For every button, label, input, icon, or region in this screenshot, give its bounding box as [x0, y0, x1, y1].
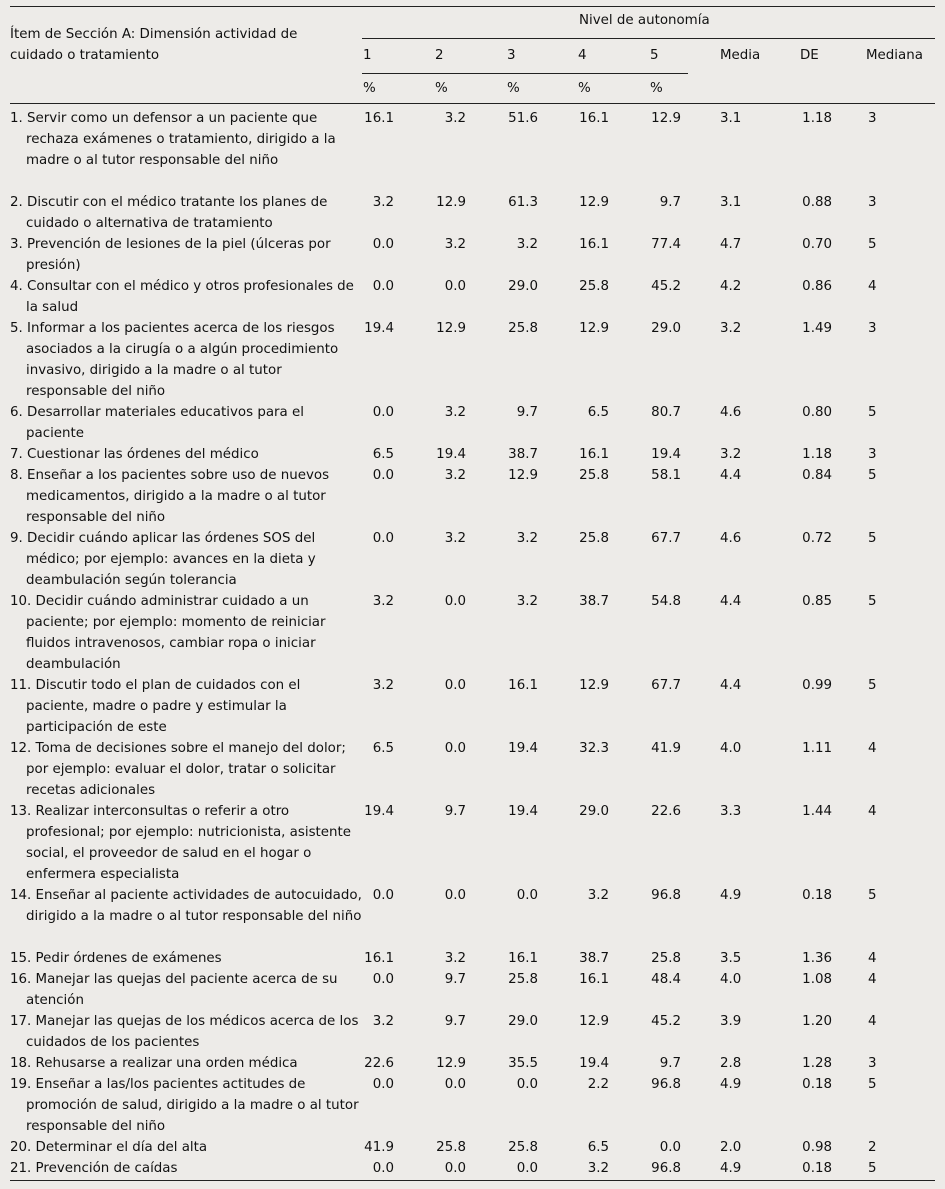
level-5-percent: 19.4 [651, 447, 681, 462]
media-value: 4.9 [720, 1161, 742, 1176]
de-value: 0.70 [802, 237, 832, 252]
item-text: 20. Determinar el día del alta [10, 1140, 208, 1155]
table-top-rule [10, 6, 935, 7]
level-2-percent: 3.2 [444, 405, 466, 420]
level-4-percent: 2.2 [587, 1077, 609, 1092]
level-3-percent: 9.7 [516, 405, 538, 420]
level-4-percent: 6.5 [587, 1140, 609, 1155]
level-2-percent: 3.2 [444, 237, 466, 252]
level-2-percent: 12.9 [436, 1056, 466, 1071]
item-text: 7. Cuestionar las órdenes del médico [10, 447, 259, 462]
de-value: 1.18 [802, 447, 832, 462]
level-2-percent: 0.0 [444, 1077, 466, 1092]
de-value: 1.44 [802, 804, 832, 819]
media-value: 3.9 [720, 1014, 742, 1029]
level-4-header: 4 [578, 48, 587, 63]
media-value: 3.2 [720, 447, 742, 462]
media-value: 2.8 [720, 1056, 742, 1071]
de-value: 0.18 [802, 888, 832, 903]
level-2-percent: 3.2 [444, 468, 466, 483]
level-1-unit: % [363, 81, 376, 96]
level-1-percent: 3.2 [372, 195, 394, 210]
item-text: 14. Enseñar al paciente actividades de autocuidado, dirigido a la madre o al tutor responsable del niño [10, 888, 362, 924]
level-5-percent: 41.9 [651, 741, 681, 756]
de-value: 0.72 [802, 531, 832, 546]
level-5-percent: 9.7 [659, 1056, 681, 1071]
level-4-percent: 12.9 [579, 678, 609, 693]
level-2-unit: % [435, 81, 448, 96]
mediana-value: 4 [868, 804, 877, 819]
item-text: 9. Decidir cuándo aplicar las órdenes SOS del médico; por ejemplo: avances en la dieta y deambulación según tolerancia [10, 531, 316, 588]
item-text: 12. Toma de decisiones sobre el manejo del dolor; por ejemplo: evaluar el dolor, tratar o solicitar recetas adicionales [10, 741, 346, 798]
de-value: 0.80 [802, 405, 832, 420]
mediana-value: 5 [868, 468, 877, 483]
level-4-percent: 12.9 [579, 195, 609, 210]
level-1-percent: 19.4 [364, 321, 394, 336]
item-text: 15. Pedir órdenes de exámenes [10, 951, 222, 966]
level-2-percent: 9.7 [444, 804, 466, 819]
mediana-value: 3 [868, 447, 877, 462]
media-value: 4.2 [720, 279, 742, 294]
table-bottom-rule [10, 1180, 935, 1181]
media-value: 4.9 [720, 1077, 742, 1092]
level-4-percent: 25.8 [579, 279, 609, 294]
de-value: 0.18 [802, 1161, 832, 1176]
level-3-percent: 12.9 [508, 468, 538, 483]
level-2-percent: 12.9 [436, 321, 466, 336]
item-text: 5. Informar a los pacientes acerca de los riesgos asociados a la cirugía o a algún procedimiento invasivo, dirigido a la madre o al tutor responsable del niño [10, 321, 339, 399]
level-4-percent: 6.5 [587, 405, 609, 420]
level-5-percent: 67.7 [651, 678, 681, 693]
de-value: 0.86 [802, 279, 832, 294]
level-3-percent: 16.1 [508, 678, 538, 693]
level-1-percent: 0.0 [372, 531, 394, 546]
level-4-percent: 12.9 [579, 321, 609, 336]
mediana-value: 5 [868, 1161, 877, 1176]
level-2-percent: 3.2 [444, 111, 466, 126]
media-value: 3.2 [720, 321, 742, 336]
de-value: 1.11 [802, 741, 832, 756]
level-2-percent: 3.2 [444, 531, 466, 546]
mediana-value: 5 [868, 237, 877, 252]
mediana-value: 3 [868, 111, 877, 126]
mediana-value: 4 [868, 279, 877, 294]
mediana-value: 5 [868, 531, 877, 546]
item-text: 13. Realizar interconsultas o referir a otro profesional; por ejemplo: nutricionista, asistente social, el proveedor de salud en el hogar o enfermera especialista [10, 804, 352, 882]
level-2-percent: 12.9 [436, 195, 466, 210]
de-value: 1.18 [802, 111, 832, 126]
media-value: 3.5 [720, 951, 742, 966]
level-1-percent: 0.0 [372, 237, 394, 252]
item-text: 21. Prevención de caídas [10, 1161, 178, 1176]
de-value: 0.84 [802, 468, 832, 483]
level-5-percent: 80.7 [651, 405, 681, 420]
level-1-header: 1 [363, 48, 372, 63]
level-1-percent: 41.9 [364, 1140, 394, 1155]
level-2-percent: 25.8 [436, 1140, 466, 1155]
mediana-value: 5 [868, 678, 877, 693]
level-5-percent: 22.6 [651, 804, 681, 819]
mediana-value: 5 [868, 405, 877, 420]
media-value: 4.4 [720, 594, 742, 609]
level-3-percent: 25.8 [508, 1140, 538, 1155]
level-3-percent: 25.8 [508, 321, 538, 336]
mediana-value: 3 [868, 321, 877, 336]
level-4-percent: 3.2 [587, 1161, 609, 1176]
mediana-value: 5 [868, 1077, 877, 1092]
level-1-percent: 0.0 [372, 468, 394, 483]
level-3-percent: 3.2 [516, 594, 538, 609]
level-5-percent: 29.0 [651, 321, 681, 336]
level-1-percent: 0.0 [372, 972, 394, 987]
level-1-percent: 3.2 [372, 594, 394, 609]
level-3-percent: 35.5 [508, 1056, 538, 1071]
media-value: 4.4 [720, 468, 742, 483]
item-text: 8. Enseñar a los pacientes sobre uso de nuevos medicamentos, dirigido a la madre o al tutor responsable del niño [10, 468, 330, 525]
level-3-percent: 25.8 [508, 972, 538, 987]
level-1-percent: 0.0 [372, 279, 394, 294]
level-4-unit: % [578, 81, 591, 96]
level-3-percent: 0.0 [516, 1077, 538, 1092]
group-header-rule [362, 38, 935, 39]
media-header: Media [720, 48, 761, 63]
level-1-percent: 6.5 [372, 741, 394, 756]
level-2-header: 2 [435, 48, 444, 63]
level-1-percent: 16.1 [364, 951, 394, 966]
de-value: 0.88 [802, 195, 832, 210]
media-value: 4.0 [720, 741, 742, 756]
media-value: 3.1 [720, 111, 742, 126]
media-value: 4.6 [720, 405, 742, 420]
level-5-percent: 96.8 [651, 1077, 681, 1092]
item-text: 10. Decidir cuándo administrar cuidado a un paciente; por ejemplo: momento de reiniciar fluidos intravenosos, cambiar ropa o iniciar deambulación [10, 594, 326, 672]
level-1-percent: 19.4 [364, 804, 394, 819]
autonomy-group-header: Nivel de autonomía [579, 13, 710, 28]
level-4-percent: 38.7 [579, 951, 609, 966]
de-value: 1.49 [802, 321, 832, 336]
level-3-percent: 19.4 [508, 741, 538, 756]
level-5-percent: 58.1 [651, 468, 681, 483]
item-text: 3. Prevención de lesiones de la piel (úlceras por presión) [10, 237, 331, 273]
de-value: 0.98 [802, 1140, 832, 1155]
level-5-percent: 67.7 [651, 531, 681, 546]
level-2-percent: 0.0 [444, 279, 466, 294]
level-2-percent: 0.0 [444, 594, 466, 609]
level-2-percent: 0.0 [444, 678, 466, 693]
mediana-value: 5 [868, 594, 877, 609]
level-4-percent: 3.2 [587, 888, 609, 903]
level-5-percent: 96.8 [651, 888, 681, 903]
mediana-value: 4 [868, 1014, 877, 1029]
mediana-value: 3 [868, 1056, 877, 1071]
de-value: 0.18 [802, 1077, 832, 1092]
level-3-percent: 61.3 [508, 195, 538, 210]
item-text: 4. Consultar con el médico y otros profesionales de la salud [10, 279, 354, 315]
level-3-percent: 29.0 [508, 1014, 538, 1029]
level-4-percent: 16.1 [579, 237, 609, 252]
level-3-percent: 3.2 [516, 237, 538, 252]
de-value: 1.08 [802, 972, 832, 987]
level-1-percent: 0.0 [372, 1161, 394, 1176]
level-4-percent: 16.1 [579, 111, 609, 126]
level-2-percent: 19.4 [436, 447, 466, 462]
level-2-percent: 3.2 [444, 951, 466, 966]
de-value: 0.85 [802, 594, 832, 609]
mediana-header: Mediana [866, 48, 923, 63]
level-3-percent: 29.0 [508, 279, 538, 294]
media-value: 4.9 [720, 888, 742, 903]
media-value: 3.1 [720, 195, 742, 210]
level-2-percent: 0.0 [444, 1161, 466, 1176]
level-1-percent: 0.0 [372, 405, 394, 420]
level-3-percent: 51.6 [508, 111, 538, 126]
item-text: 19. Enseñar a las/los pacientes actitudes de promoción de salud, dirigido a la madre o al tutor responsable del niño [10, 1077, 359, 1134]
level-5-percent: 12.9 [651, 111, 681, 126]
level-4-percent: 12.9 [579, 1014, 609, 1029]
media-value: 4.7 [720, 237, 742, 252]
item-text: 17. Manejar las quejas de los médicos acerca de los cuidados de los pacientes [10, 1014, 359, 1050]
level-4-percent: 29.0 [579, 804, 609, 819]
level-5-percent: 54.8 [651, 594, 681, 609]
level-5-percent: 45.2 [651, 1014, 681, 1029]
item-text: 16. Manejar las quejas del paciente acerca de su atención [10, 972, 338, 1008]
level-3-percent: 19.4 [508, 804, 538, 819]
mediana-value: 2 [868, 1140, 877, 1155]
level-3-percent: 3.2 [516, 531, 538, 546]
level-5-percent: 77.4 [651, 237, 681, 252]
level-5-unit: % [650, 81, 663, 96]
level-4-percent: 25.8 [579, 468, 609, 483]
level-3-percent: 0.0 [516, 1161, 538, 1176]
level-4-percent: 19.4 [579, 1056, 609, 1071]
level-3-percent: 0.0 [516, 888, 538, 903]
level-5-percent: 45.2 [651, 279, 681, 294]
level-5-percent: 9.7 [659, 195, 681, 210]
media-value: 4.4 [720, 678, 742, 693]
level-1-percent: 3.2 [372, 1014, 394, 1029]
item-text: 18. Rehusarse a realizar una orden médica [10, 1056, 298, 1071]
de-value: 0.99 [802, 678, 832, 693]
level-5-percent: 25.8 [651, 951, 681, 966]
level-3-header: 3 [507, 48, 516, 63]
level-1-percent: 3.2 [372, 678, 394, 693]
item-column-header: Ítem de Sección A: Dimensión actividad de cuidado o tratamiento [10, 27, 298, 63]
level-4-percent: 16.1 [579, 972, 609, 987]
levels-rule [362, 73, 688, 74]
level-1-percent: 6.5 [372, 447, 394, 462]
item-text: 11. Discutir todo el plan de cuidados con el paciente, madre o padre y estimular la participación de este [10, 678, 301, 735]
level-5-header: 5 [650, 48, 659, 63]
level-2-percent: 0.0 [444, 741, 466, 756]
level-2-percent: 9.7 [444, 972, 466, 987]
level-2-percent: 0.0 [444, 888, 466, 903]
de-value: 1.36 [802, 951, 832, 966]
mediana-value: 4 [868, 951, 877, 966]
item-text: 6. Desarrollar materiales educativos para el paciente [10, 405, 304, 441]
level-1-percent: 0.0 [372, 888, 394, 903]
item-text: 1. Servir como un defensor a un paciente que rechaza exámenes o tratamiento, dirigido a la madre o al tutor responsable del niño [10, 111, 336, 168]
media-value: 4.0 [720, 972, 742, 987]
level-1-percent: 22.6 [364, 1056, 394, 1071]
level-1-percent: 0.0 [372, 1077, 394, 1092]
de-header: DE [800, 48, 819, 63]
level-5-percent: 96.8 [651, 1161, 681, 1176]
level-3-percent: 38.7 [508, 447, 538, 462]
level-4-percent: 38.7 [579, 594, 609, 609]
level-4-percent: 25.8 [579, 531, 609, 546]
level-3-percent: 16.1 [508, 951, 538, 966]
mediana-value: 5 [868, 888, 877, 903]
mediana-value: 4 [868, 972, 877, 987]
de-value: 1.20 [802, 1014, 832, 1029]
level-5-percent: 0.0 [659, 1140, 681, 1155]
level-5-percent: 48.4 [651, 972, 681, 987]
level-3-unit: % [507, 81, 520, 96]
header-bottom-rule [10, 103, 935, 104]
level-1-percent: 16.1 [364, 111, 394, 126]
level-2-percent: 9.7 [444, 1014, 466, 1029]
media-value: 2.0 [720, 1140, 742, 1155]
mediana-value: 4 [868, 741, 877, 756]
item-text: 2. Discutir con el médico tratante los planes de cuidado o alternativa de tratamiento [10, 195, 328, 231]
level-4-percent: 32.3 [579, 741, 609, 756]
media-value: 3.3 [720, 804, 742, 819]
mediana-value: 3 [868, 195, 877, 210]
level-4-percent: 16.1 [579, 447, 609, 462]
media-value: 4.6 [720, 531, 742, 546]
de-value: 1.28 [802, 1056, 832, 1071]
